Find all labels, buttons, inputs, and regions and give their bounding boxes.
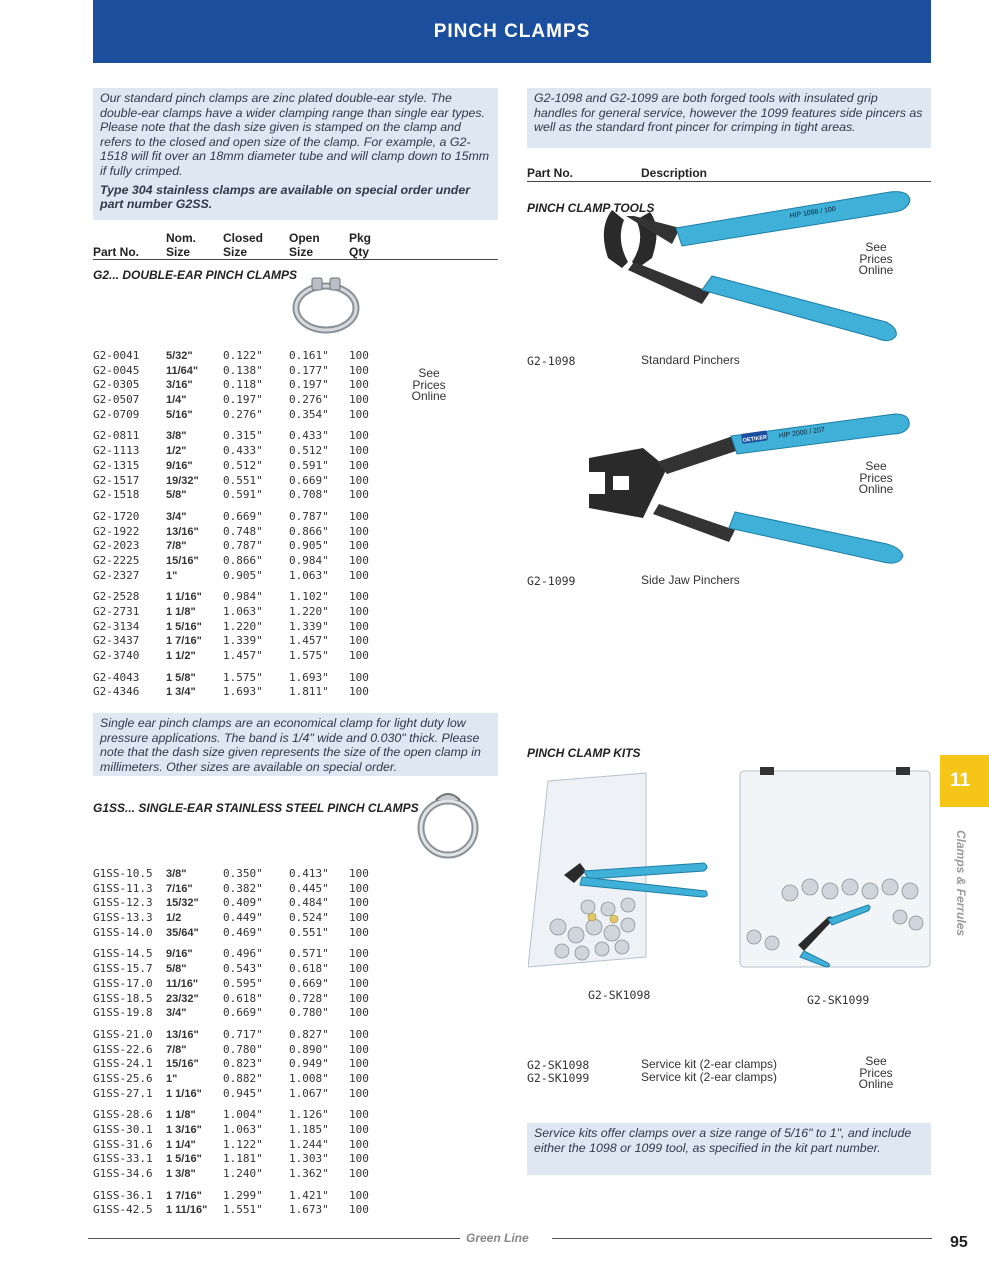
open-size-cell: 1.008": [289, 1071, 329, 1085]
pkg-qty-cell: 100: [349, 911, 369, 925]
closed-size-cell: 0.382": [223, 881, 263, 895]
part-number-cell: G1SS-42.5: [93, 1203, 153, 1217]
part-number-cell: G2-0507: [93, 393, 140, 407]
footer-brand: Green Line: [466, 1231, 529, 1245]
standard-pinchers-model-label: HIP 1098 / 100: [789, 205, 837, 220]
col-closed-line1: Closed: [223, 231, 264, 245]
open-size-cell: 0.708": [289, 488, 329, 502]
nominal-size-cell: 35/64": [166, 926, 199, 939]
see-prices-line1: See: [865, 240, 887, 254]
closed-size-cell: 0.780": [223, 1042, 263, 1056]
nominal-size-cell: 7/16": [166, 882, 193, 895]
single-ear-note-text: Single ear pinch clamps are an economical clamp for light duty low pressure applications. The band is 1/4" wide and 0.030" thick. Please note that the dash size given represents the size of the open clamp in millimeters. Other sizes are available on special order.: [100, 716, 481, 774]
closed-size-cell: 0.512": [223, 458, 263, 472]
closed-size-cell: 0.823": [223, 1057, 263, 1071]
see-prices-line2: Prices: [859, 1065, 893, 1080]
nominal-size-cell: 1": [166, 1072, 178, 1085]
see-prices-line3: Online: [411, 389, 447, 403]
part-number-cell: G1SS-22.6: [93, 1042, 153, 1056]
see-prices-line2: Prices: [859, 251, 893, 266]
col-pkg-line2: Qty: [349, 245, 370, 259]
double-ear-clamp-image: [290, 268, 362, 338]
closed-size-cell: 0.469": [223, 925, 263, 939]
open-size-cell: 1.303": [289, 1152, 329, 1166]
pkg-qty-cell: 100: [349, 1071, 369, 1085]
closed-size-cell: 1.063": [223, 1123, 263, 1136]
nominal-size-cell: 15/16": [166, 554, 199, 567]
nominal-size-cell: 13/16": [166, 525, 199, 538]
open-size-cell: 1.126": [289, 1108, 329, 1122]
open-size-cell: 0.571": [289, 947, 329, 961]
see-prices-line1: See: [865, 1054, 887, 1068]
part-number-cell: G2-0041: [93, 349, 140, 362]
closed-size-cell: 1.457": [223, 649, 263, 663]
open-size-cell: 0.827": [289, 1027, 329, 1041]
part-number-cell: G1SS-30.1: [93, 1123, 153, 1136]
chapter-label: [952, 830, 968, 960]
closed-size-cell: 0.866": [223, 553, 263, 567]
closed-size-cell: 1.693": [223, 685, 263, 699]
open-size-cell: 0.354": [289, 407, 329, 421]
pkg-qty-cell: 100: [349, 1188, 369, 1202]
col-nom-header: [166, 231, 196, 259]
chapter-number: 11: [950, 770, 971, 791]
see-prices-line1: See: [418, 366, 440, 380]
part-number-cell: G2-3134: [93, 619, 140, 633]
closed-size-cell: 0.669": [223, 1006, 263, 1020]
part-number-cell: G2-2731: [93, 605, 140, 618]
part-number-cell: G1SS-28.6: [93, 1108, 153, 1122]
pkg-qty-cell: 100: [349, 896, 369, 910]
nominal-size-cell: 1 5/16": [166, 620, 202, 633]
nominal-size-cell: 3/8": [166, 430, 187, 443]
tool-1-description: Standard Pinchers: [641, 353, 740, 367]
closed-size-cell: 0.717": [223, 1027, 263, 1041]
part-number-cell: G1SS-11.3: [93, 881, 153, 895]
closed-size-cell: 1.299": [223, 1188, 263, 1202]
pkg-qty-cell: 100: [349, 349, 369, 362]
side-jaw-pinchers-model-label: HIP 2000 / 207: [778, 426, 826, 440]
nominal-size-cell: 7/8": [166, 1043, 187, 1056]
part-number-cell: G1SS-31.6: [93, 1137, 153, 1151]
closed-size-cell: 0.551": [223, 473, 263, 487]
closed-size-cell: 0.882": [223, 1071, 263, 1085]
part-number-cell: G2-0709: [93, 407, 140, 421]
part-number-cell: G1SS-25.6: [93, 1071, 153, 1085]
open-size-cell: 1.575": [289, 649, 329, 663]
nominal-size-cell: 1 1/16": [166, 1087, 202, 1100]
closed-size-cell: 0.618": [223, 991, 263, 1005]
part-number-cell: G1SS-13.3: [93, 911, 153, 925]
nominal-size-cell: 19/32": [166, 474, 199, 487]
pkg-qty-cell: 100: [349, 363, 369, 377]
nominal-size-cell: 3/8": [166, 868, 187, 880]
part-number-cell: G2-2528: [93, 590, 140, 604]
col-open-header: [289, 231, 320, 259]
open-size-cell: 0.413": [289, 867, 329, 880]
closed-size-cell: 1.220": [223, 619, 263, 633]
part-number-cell: G2-0811: [93, 429, 140, 443]
pkg-qty-cell: 100: [349, 590, 369, 604]
kits-note-text: Service kits offer clamps over a size range of 5/16" to 1", and include either the 1098 or 1099 tool, as specified in the kit part number.: [534, 1126, 912, 1155]
part-number-cell: G1SS-10.5: [93, 867, 153, 880]
closed-size-cell: 0.122": [223, 349, 263, 362]
pkg-qty-cell: 100: [349, 509, 369, 523]
tools-note: [527, 88, 931, 148]
nominal-size-cell: 23/32": [166, 992, 199, 1005]
closed-size-cell: 0.669": [223, 509, 263, 523]
nominal-size-cell: 15/16": [166, 1058, 199, 1071]
kit-image-caption-left: G2-SK1098: [588, 988, 651, 1002]
pkg-qty-cell: 100: [349, 1042, 369, 1056]
pkg-qty-cell: 100: [349, 444, 369, 458]
closed-size-cell: 0.138": [223, 363, 263, 377]
part-number-cell: G2-3437: [93, 634, 140, 648]
closed-size-cell: 0.543": [223, 962, 263, 976]
closed-size-cell: 0.945": [223, 1086, 263, 1100]
kit-1-description: Service kit (2-ear clamps): [641, 1057, 778, 1071]
part-number-cell: G1SS-14.5: [93, 947, 153, 961]
intro-note-text: Our standard pinch clamps are zinc plated double-ear style. The double-ear clamps have a wider clamping range than single ear types. Please note that the dash size given is stamped on the clamp and refers to the closed and open size of the clamp. For example, a G2-1518 will fit over an 18mm diameter tube and will clamp down to 15mm if fully crimped.: [100, 91, 490, 178]
open-size-cell: 1.067": [289, 1086, 329, 1100]
closed-size-cell: 0.433": [223, 444, 263, 458]
pkg-qty-cell: 100: [349, 1086, 369, 1100]
col-closed-header: [223, 231, 263, 259]
pkg-qty-cell: 100: [349, 991, 369, 1005]
pkg-qty-cell: 100: [349, 962, 369, 976]
closed-size-cell: 1.575": [223, 670, 263, 684]
pkg-qty-cell: 100: [349, 1123, 369, 1136]
nominal-size-cell: 1/2": [166, 445, 187, 458]
open-size-cell: 1.811": [289, 685, 329, 699]
part-number-cell: G2-1922: [93, 524, 140, 538]
tools-section-title: PINCH CLAMP TOOLS: [527, 201, 655, 215]
open-size-cell: 0.551": [289, 925, 329, 939]
see-prices-line1: See: [865, 459, 887, 473]
single-ear-clamp-image: [414, 786, 480, 862]
open-size-cell: 1.673": [289, 1203, 329, 1217]
closed-size-cell: 0.595": [223, 976, 263, 990]
tools-note-text: G2-1098 and G2-1099 are both forged tools with insulated grip handles for general service, however the 1099 features side pincers as well as the standard front pincer for crimping in tight areas.: [534, 91, 923, 135]
nominal-size-cell: 1 1/4": [166, 1138, 196, 1151]
open-size-cell: 0.728": [289, 991, 329, 1005]
nominal-size-cell: 1 7/16": [166, 1189, 202, 1202]
tool-2-description: Side Jaw Pinchers: [641, 573, 740, 587]
nominal-size-cell: 11/64": [166, 364, 199, 377]
footer-rule-left: [88, 1238, 460, 1239]
closed-size-cell: 0.350": [223, 867, 263, 880]
part-number-cell: G1SS-27.1: [93, 1086, 153, 1100]
closed-size-cell: 0.787": [223, 539, 263, 553]
g1ss-section-title: G1SS... SINGLE-EAR STAINLESS STEEL PINCH CLAMPS: [93, 801, 419, 815]
part-number-cell: G1SS-14.0: [93, 925, 153, 939]
kits-note: [527, 1123, 931, 1175]
nominal-size-cell: 5/8": [166, 489, 187, 502]
nominal-size-cell: 1 1/8": [166, 606, 196, 618]
kit-image-caption-right: G2-SK1099: [807, 993, 870, 1007]
part-number-cell: G2-0045: [93, 363, 140, 377]
part-number-cell: G2-1113: [93, 444, 140, 458]
col-nom-line2: Size: [166, 245, 191, 259]
pkg-qty-cell: 100: [349, 634, 369, 648]
closed-size-cell: 0.984": [223, 590, 263, 604]
open-size-cell: 0.787": [289, 509, 329, 523]
see-prices-online-kits[interactable]: [852, 1056, 900, 1091]
nominal-size-cell: 1 5/16": [166, 1153, 202, 1166]
see-prices-line3: Online: [858, 263, 894, 277]
pkg-qty-cell: 100: [349, 473, 369, 487]
open-size-cell: 1.457": [289, 634, 329, 648]
nominal-size-cell: 9/16": [166, 948, 193, 961]
nominal-size-cell: 1 11/16": [166, 1204, 208, 1217]
open-size-cell: 0.161": [289, 349, 329, 362]
pkg-qty-cell: 100: [349, 458, 369, 472]
pkg-qty-cell: 100: [349, 553, 369, 567]
kit-2-description: Service kit (2-ear clamps): [641, 1070, 778, 1084]
open-size-cell: 0.484": [289, 896, 329, 910]
open-size-cell: 0.669": [289, 976, 329, 990]
part-number-cell: G2-3740: [93, 649, 140, 663]
part-number-cell: G2-4346: [93, 685, 140, 699]
g2-section-title: G2... DOUBLE-EAR PINCH CLAMPS: [93, 268, 298, 282]
nominal-size-cell: 1 7/16": [166, 635, 202, 648]
pkg-qty-cell: 100: [349, 881, 369, 895]
nominal-size-cell: 1/4": [166, 394, 187, 407]
side-jaw-pinchers-brand-label: OETIKER: [742, 434, 768, 444]
nominal-size-cell: 5/8": [166, 963, 187, 976]
col-open-line2: Size: [289, 245, 314, 259]
open-size-cell: 0.866": [289, 524, 329, 538]
closed-size-cell: 0.118": [223, 378, 263, 392]
open-size-cell: 0.433": [289, 429, 329, 443]
open-size-cell: 1.063": [289, 568, 329, 582]
part-number-cell: G2-4043: [93, 670, 140, 684]
closed-size-cell: 1.063": [223, 605, 263, 618]
pkg-qty-cell: 100: [349, 605, 369, 618]
nominal-size-cell: 1 1/16": [166, 591, 202, 604]
nominal-size-cell: 7/8": [166, 540, 187, 553]
open-size-cell: 0.984": [289, 553, 329, 567]
open-size-cell: 1.102": [289, 590, 329, 604]
nominal-size-cell: 5/16": [166, 408, 193, 421]
part-number-cell: G1SS-33.1: [93, 1152, 153, 1166]
see-prices-line2: Prices: [859, 470, 893, 485]
col-pkg-header: [349, 231, 371, 259]
open-size-cell: 0.524": [289, 911, 329, 925]
nominal-size-cell: 1": [166, 569, 178, 582]
pkg-qty-cell: 100: [349, 568, 369, 582]
open-size-cell: 0.591": [289, 458, 329, 472]
part-number-cell: G2-2225: [93, 553, 140, 567]
part-number-cell: G1SS-21.0: [93, 1027, 153, 1041]
open-size-cell: 1.421": [289, 1188, 329, 1202]
nominal-size-cell: 1 1/2": [166, 650, 196, 663]
intro-note-bold-text: Type 304 stainless clamps are available on special order under part number G2SS.: [100, 182, 471, 212]
see-prices-line2: Prices: [412, 377, 446, 392]
open-size-cell: 1.220": [289, 605, 329, 618]
nominal-size-cell: 1 3/16": [166, 1124, 202, 1136]
nominal-size-cell: 1 5/8": [166, 671, 196, 684]
nominal-size-cell: 9/16": [166, 459, 193, 472]
right-col-description-header: Description: [641, 166, 708, 180]
nominal-size-cell: 3/4": [166, 1007, 187, 1020]
col-closed-line2: Size: [223, 245, 248, 259]
part-number-cell: G1SS-34.6: [93, 1167, 153, 1181]
part-number-cell: G2-1315: [93, 458, 140, 472]
pkg-qty-cell: 100: [349, 867, 369, 880]
right-header-rule: [527, 181, 931, 182]
closed-size-cell: 0.591": [223, 488, 263, 502]
pkg-qty-cell: 100: [349, 1057, 369, 1071]
pkg-qty-cell: 100: [349, 524, 369, 538]
pkg-qty-cell: 100: [349, 1006, 369, 1020]
see-prices-line3: Online: [858, 1077, 894, 1091]
single-ear-note: [93, 713, 498, 776]
part-number-cell: G2-2023: [93, 539, 140, 553]
nominal-size-cell: 5/32": [166, 350, 193, 362]
chapter-label-text: Clamps & Ferrules: [954, 830, 968, 937]
part-number-cell: G2-1518: [93, 488, 140, 502]
right-col-part-header: Part No.: [527, 166, 574, 180]
kit-1-part: G2-SK1098: [527, 1058, 590, 1072]
closed-size-cell: 0.905": [223, 568, 263, 582]
pkg-qty-cell: 100: [349, 925, 369, 939]
tool-1-part: G2-1098: [527, 354, 576, 368]
nominal-size-cell: 3/4": [166, 510, 187, 523]
open-size-cell: 0.197": [289, 378, 329, 392]
part-number-cell: G2-1720: [93, 509, 140, 523]
nominal-size-cell: 15/32": [166, 897, 199, 910]
open-size-cell: 1.339": [289, 619, 329, 633]
closed-size-cell: 0.748": [223, 524, 263, 538]
part-number-cell: G1SS-12.3: [93, 896, 153, 910]
closed-size-cell: 1.339": [223, 634, 263, 648]
open-size-cell: 0.618": [289, 962, 329, 976]
pkg-qty-cell: 100: [349, 685, 369, 699]
pkg-qty-cell: 100: [349, 1167, 369, 1181]
pkg-qty-cell: 100: [349, 670, 369, 684]
open-size-cell: 0.445": [289, 881, 329, 895]
open-size-cell: 0.905": [289, 539, 329, 553]
part-number-cell: G2-1517: [93, 473, 140, 487]
pkg-qty-cell: 100: [349, 619, 369, 633]
see-prices-online-g2[interactable]: [405, 368, 453, 403]
page-number: 95: [950, 1234, 968, 1251]
page-title: PINCH CLAMPS: [433, 20, 591, 42]
part-number-cell: G2-0305: [93, 378, 140, 392]
open-size-cell: 1.362": [289, 1167, 329, 1181]
pkg-qty-cell: 100: [349, 393, 369, 407]
closed-size-cell: 1.122": [223, 1137, 263, 1151]
pkg-qty-cell: 100: [349, 1203, 369, 1217]
pkg-qty-cell: 100: [349, 539, 369, 553]
nominal-size-cell: 13/16": [166, 1028, 199, 1041]
open-size-cell: 1.185": [289, 1123, 329, 1136]
nominal-size-cell: 1 3/4": [166, 686, 196, 699]
nominal-size-cell: 11/16": [166, 977, 199, 990]
col-nom-line1: Nom.: [166, 231, 196, 245]
closed-size-cell: 0.197": [223, 393, 263, 407]
open-size-cell: 1.693": [289, 670, 329, 684]
kit-2-part: G2-SK1099: [527, 1071, 590, 1085]
nominal-size-cell: 1 1/8": [166, 1109, 196, 1122]
pkg-qty-cell: 100: [349, 1137, 369, 1151]
nominal-size-cell: 3/16": [166, 379, 193, 392]
pinch-clamp-kits-image: [528, 767, 933, 982]
see-prices-online-g2-1098[interactable]: [852, 242, 900, 277]
col-pkg-line1: Pkg: [349, 231, 372, 245]
closed-size-cell: 1.551": [223, 1203, 263, 1217]
closed-size-cell: 0.449": [223, 911, 263, 925]
closed-size-cell: 0.276": [223, 407, 263, 421]
part-number-cell: G1SS-24.1: [93, 1057, 153, 1071]
closed-size-cell: 0.315": [223, 429, 263, 443]
closed-size-cell: 1.004": [223, 1108, 263, 1122]
see-prices-online-g2-1099[interactable]: [852, 461, 900, 496]
nominal-size-cell: 1 3/8": [166, 1168, 196, 1181]
left-header-rule: [93, 259, 498, 260]
closed-size-cell: 1.181": [223, 1152, 263, 1166]
part-number-cell: G1SS-19.8: [93, 1006, 153, 1020]
open-size-cell: 0.780": [289, 1006, 329, 1020]
pkg-qty-cell: 100: [349, 407, 369, 421]
open-size-cell: 0.276": [289, 393, 329, 407]
pkg-qty-cell: 100: [349, 976, 369, 990]
tool-2-part: G2-1099: [527, 574, 576, 588]
pkg-qty-cell: 100: [349, 378, 369, 392]
chapter-tab[interactable]: [940, 755, 989, 807]
col-part-header: Part No.: [93, 245, 140, 259]
closed-size-cell: 1.240": [223, 1167, 263, 1181]
open-size-cell: 0.949": [289, 1057, 329, 1071]
closed-size-cell: 0.409": [223, 896, 263, 910]
part-number-cell: G1SS-18.5: [93, 991, 153, 1005]
pkg-qty-cell: 100: [349, 947, 369, 961]
pkg-qty-cell: 100: [349, 1152, 369, 1166]
open-size-cell: 0.669": [289, 473, 329, 487]
closed-size-cell: 0.496": [223, 947, 263, 961]
col-open-line1: Open: [289, 231, 320, 245]
nominal-size-cell: 1/2: [166, 912, 182, 925]
see-prices-line3: Online: [858, 482, 894, 496]
open-size-cell: 0.512": [289, 444, 329, 458]
pkg-qty-cell: 100: [349, 429, 369, 443]
page-header: [93, 0, 931, 63]
pkg-qty-cell: 100: [349, 488, 369, 502]
footer-rule-right: [552, 1238, 932, 1239]
pkg-qty-cell: 100: [349, 1027, 369, 1041]
part-number-cell: G2-2327: [93, 568, 140, 582]
part-number-cell: G1SS-15.7: [93, 962, 153, 976]
open-size-cell: 1.244": [289, 1137, 329, 1151]
open-size-cell: 0.890": [289, 1042, 329, 1056]
part-number-cell: G1SS-17.0: [93, 976, 153, 990]
kits-section-title: PINCH CLAMP KITS: [527, 746, 641, 760]
part-number-cell: G1SS-36.1: [93, 1188, 153, 1202]
pkg-qty-cell: 100: [349, 1108, 369, 1122]
open-size-cell: 0.177": [289, 363, 329, 377]
intro-note: [93, 88, 498, 220]
pkg-qty-cell: 100: [349, 649, 369, 663]
